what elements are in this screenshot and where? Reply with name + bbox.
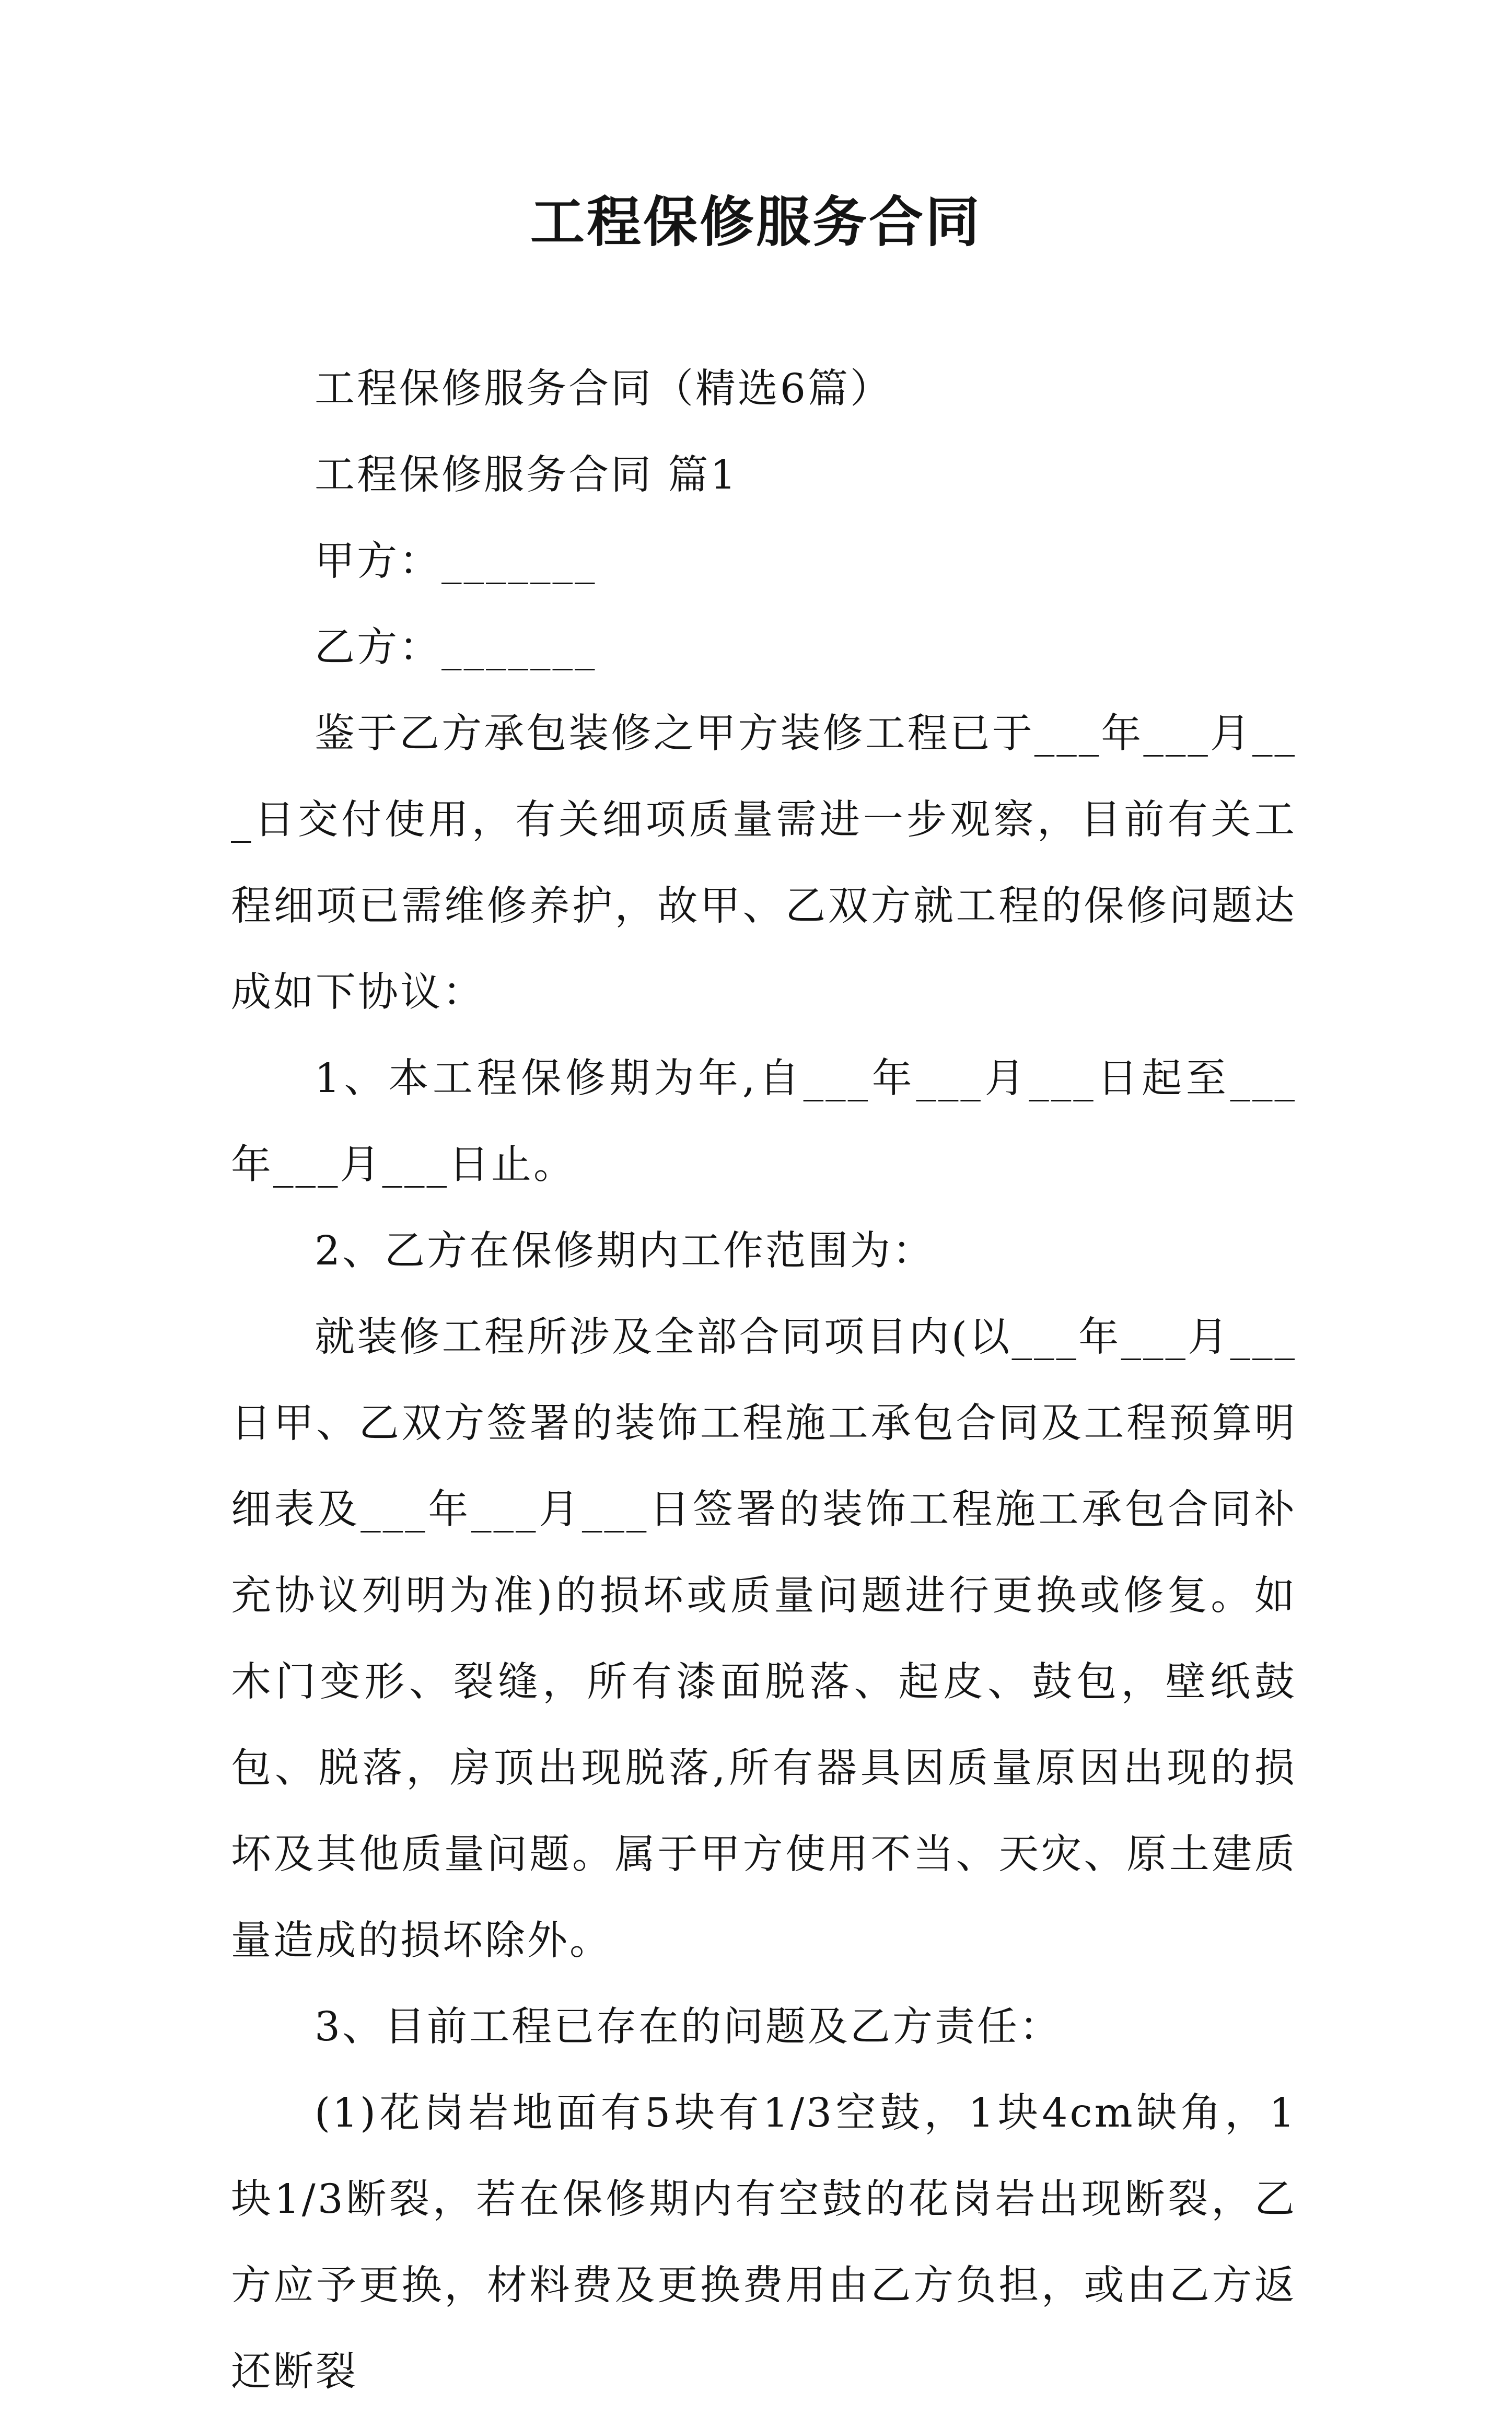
party-b-line: 乙方：_______ [315,624,597,671]
clause-1-paragraph: 1、本工程保修期为年,自___年___月___日起至___年___月___日止。 [231,1055,1297,1188]
document-body [231,346,1297,2415]
document-subtitle: 工程保修服务合同（精选6篇） [315,366,892,412]
party-a-line: 甲方：_______ [315,538,597,585]
preamble-paragraph: 鉴于乙方承包装修之甲方装修工程已于___年___月___日交付使用，有关细项质量需进一步观察，目前有关工程细项已需维修养护，故甲、乙双方就工程的保修问题达成如下协议： [231,711,1297,1016]
clause-2-paragraph: 2、乙方在保修期内工作范围为： [315,1228,935,1274]
clause-2-detail-paragraph: 就装修工程所涉及全部合同项目内(以___年___月___日甲、乙双方签署的装饰工程施工承包合同及工程预算明细表及___年___月___日签署的装饰工程施工承包合同补充协议列明为准)的损坏或质量问题进行更换或修复。如木门变形、裂缝，所有漆面脱落、起皮、鼓包，壁纸鼓包、脱落，房顶出现脱落,所有器具因质量原因出现的损坏及其他质量问题。属于甲方使用不当、天灾、原土建质量造成的损坏除外。 [231,1314,1297,1964]
clause-3-item-1-paragraph: (1)花岗岩地面有5块有1/3空鼓，1块4cm缺角，1块1/3断裂，若在保修期内有空鼓的花岗岩出现断裂，乙方应予更换，材料费及更换费用由乙方负担，或由乙方返还断裂 [231,2090,1297,2395]
clause-3-paragraph: 3、目前工程已存在的问题及乙方责任： [315,2004,1062,2050]
section-heading: 工程保修服务合同 篇1 [315,452,738,498]
document-title: 工程保修服务合同 [530,190,982,254]
